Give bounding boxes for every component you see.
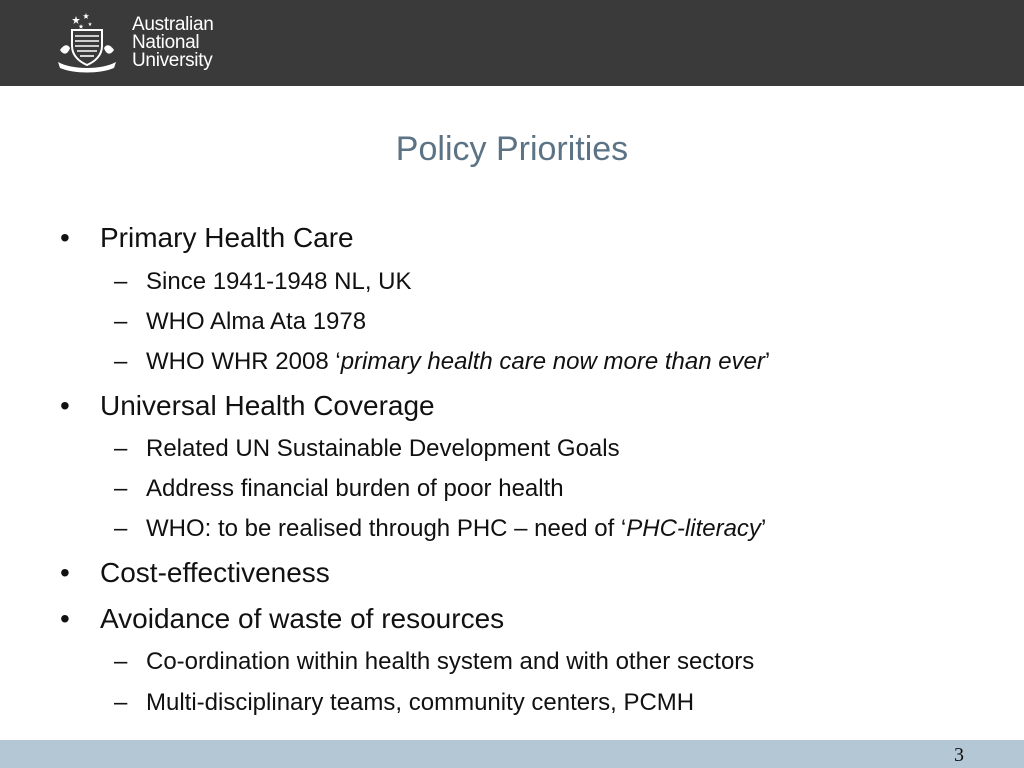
sub-text-prefix: WHO: to be realised through PHC – need of ‘ [146,515,627,542]
sub-dash: – [114,308,128,335]
logo-line-3: University [132,50,213,71]
sub-dash: – [114,348,128,375]
sub-dash: – [114,648,128,675]
sub-text-suffix: ’ [764,348,771,375]
sub-bullet [114,515,766,543]
sub-bullet [114,689,694,717]
logo-line-1: Australian [132,14,214,35]
sub-dash: – [114,268,128,295]
logo-line-2: National [132,32,200,53]
bullet-mark: • [60,603,70,634]
bullet-text: Universal Health Coverage [100,390,435,421]
bullet-text: Avoidance of waste of resources [100,603,505,634]
bullet-cost-effectiveness [60,557,330,589]
sub-text-suffix: ’ [760,515,767,542]
sub-dash: – [114,435,128,462]
sub-bullet-text: Multi-disciplinary teams, community centers, PCMH [146,689,695,716]
sub-bullet-text [146,348,770,376]
sub-dash: – [114,689,128,716]
bullet-text: Cost-effectiveness [100,557,330,588]
sub-bullet [114,648,754,676]
sub-text-prefix: WHO WHR 2008 ‘ [146,348,341,375]
sub-bullet [114,435,620,463]
sub-text-italic: primary health care now more than ever [340,348,765,375]
bullet-mark: • [60,222,70,253]
sub-text-italic: PHC-literacy [626,515,761,542]
slide-title: Policy Priorities [395,130,629,168]
sub-bullet-text: Co-ordination within health system and with other sectors [146,648,755,675]
bullet-mark: • [60,390,70,421]
bullet-avoidance-of-waste [60,603,504,635]
page-number: 3 [954,744,964,766]
sub-bullet-text: WHO Alma Ata 1978 [146,308,367,335]
sub-bullet-text: Since 1941-1948 NL, UK [146,268,412,295]
bullet-universal-health-coverage [60,390,435,422]
sub-bullet [114,308,366,336]
sub-bullet [114,475,564,503]
sub-bullet-text: Address financial burden of poor health [146,475,564,502]
sub-bullet-text [146,515,766,543]
sub-bullet [114,348,770,376]
bullet-mark: • [60,557,70,588]
sub-bullet [114,268,412,296]
sub-bullet-text: Related UN Sustainable Development Goals [146,435,620,462]
sub-dash: – [114,475,128,502]
bullet-primary-health-care [60,222,354,254]
bullet-text: Primary Health Care [100,222,354,253]
sub-dash: – [114,515,128,542]
footer-bar [0,740,1024,768]
